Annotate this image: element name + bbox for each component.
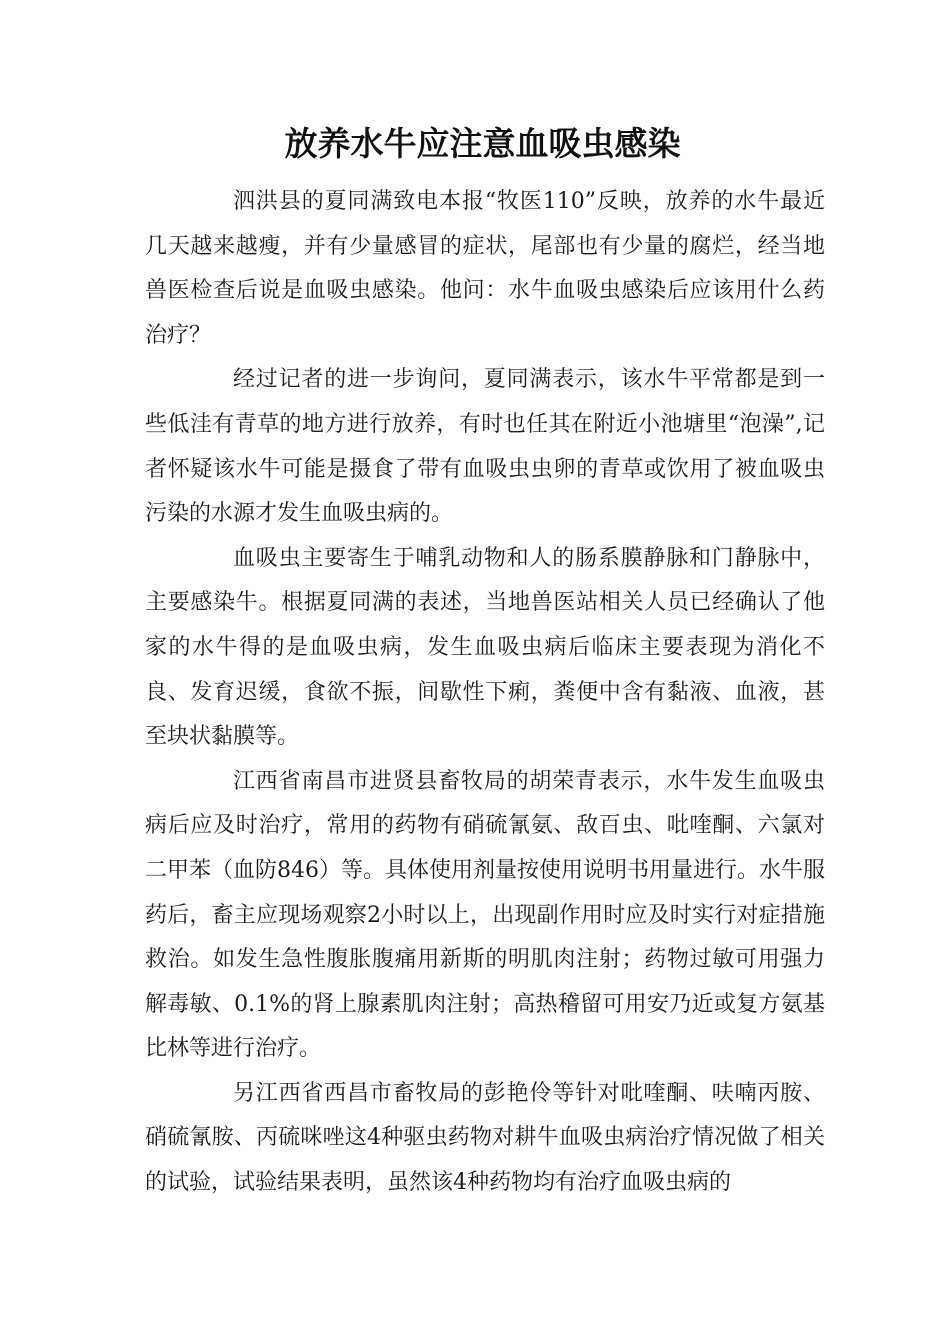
paragraph-2: 经过记者的进一步询问，夏同满表示，该水牛平常都是到一些低洼有青草的地方进行放养，有时也任其在附近小池塘里“泡澡”,记者怀疑该水牛可能是摄食了带有血吸虫虫卵的青草或饮用了被血吸虫污染的水源才发生血吸虫病的。 xyxy=(145,367,825,527)
paragraph-4: 江西省南昌市进贤县畜牧局的胡荣青表示，水牛发生血吸虫病后应及时治疗，常用的药物有硝硫氰氨、敌百虫、吡喹酮、六氯对二甲苯（血防846）等。具体使用剂量按使用说明书用量进行。水牛服药后，畜主应现场观察2小时以上，出现副作用时应及时实行对症措施救治。如发生急性腹胀腹痛用新斯的明肌肉注射；药物过敏可用强力解毒敏、0.1%的肾上腺素肌肉注射；高热稽留可用安乃近或复方氨基比林等进行治疗。 xyxy=(145,768,825,1062)
paragraph-5: 另江西省西昌市畜牧局的彭艳伶等针对吡喹酮、呋喃丙胺、硝硫氰胺、丙硫咪唑这4种驱虫药物对耕牛血吸虫病治疗情况做了相关的试验，试验结果表明，虽然该4种药物均有治疗血吸虫病的 xyxy=(145,1080,825,1196)
paragraph-1: 泗洪县的夏同满致电本报“牧医110”反映，放养的水牛最近几天越来越瘦，并有少量感冒的症状，尾部也有少量的腐烂，经当地兽医检查后说是血吸虫感染。他问：水牛血吸虫感染后应该用什么药治疗？ xyxy=(145,189,825,348)
document-title: 放养水牛应注意血吸虫感染 xyxy=(284,124,681,163)
paragraph-3: 血吸虫主要寄生于哺乳动物和人的肠系膜静脉和门静脉中，主要感染牛。根据夏同满的表述，当地兽医站相关人员已经确认了他家的水牛得的是血吸虫病，发生血吸虫病后临床主要表现为消化不良、发育迟缓，食欲不振，间歇性下痢，粪便中含有黏液、血液，甚至块状黏膜等。 xyxy=(145,545,825,750)
document-body xyxy=(145,180,825,1206)
